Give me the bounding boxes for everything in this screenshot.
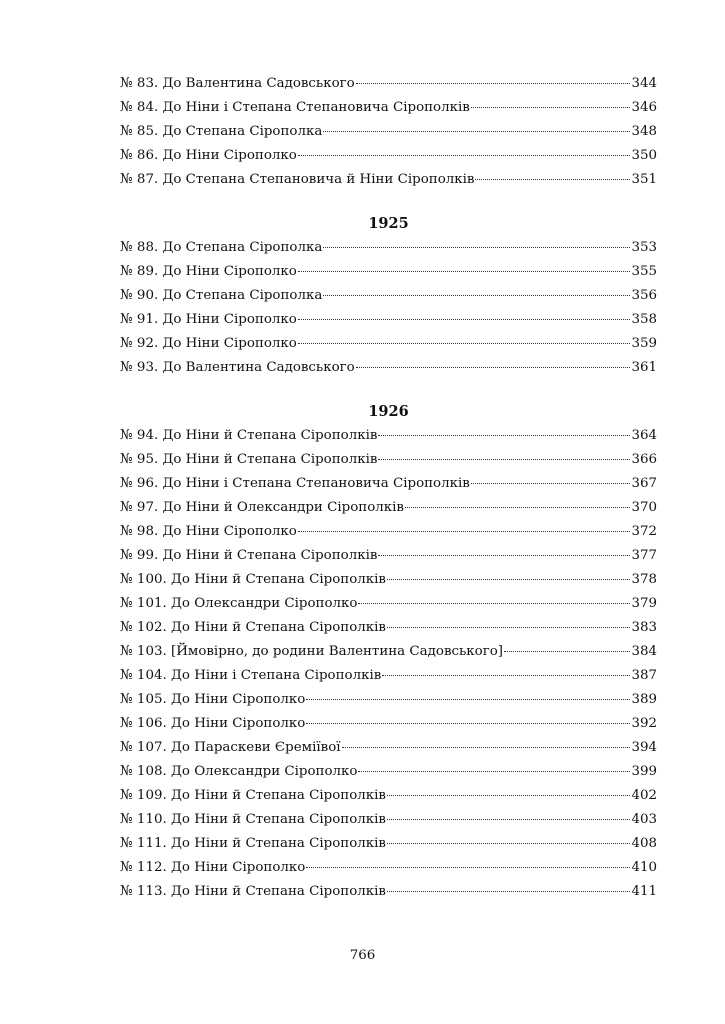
dot-leader bbox=[358, 603, 630, 604]
toc-entry-title: № 92. До Ніни Сірополко bbox=[120, 336, 297, 351]
dot-leader bbox=[306, 723, 630, 724]
dot-leader bbox=[356, 367, 631, 368]
dot-leader bbox=[356, 83, 631, 84]
toc-entry-page: 387 bbox=[631, 668, 657, 683]
dot-leader bbox=[298, 319, 631, 320]
toc-entry bbox=[120, 96, 657, 120]
toc-entry-page: 351 bbox=[631, 172, 657, 187]
toc-entry-title: № 87. До Степана Степановича й Ніни Сірополків bbox=[120, 172, 475, 187]
toc-entry-page: 344 bbox=[631, 76, 657, 91]
year-heading: 1925 bbox=[368, 215, 409, 232]
dot-leader bbox=[358, 771, 630, 772]
toc-entry bbox=[120, 72, 657, 96]
toc-entry bbox=[120, 640, 657, 664]
toc-section-1926 bbox=[120, 400, 657, 904]
toc-entry bbox=[120, 308, 657, 332]
toc-entry-title: № 108. До Олександри Сірополко bbox=[120, 764, 358, 779]
toc-entry-title: № 113. До Ніни й Степана Сірополків bbox=[120, 884, 386, 899]
dot-leader bbox=[471, 107, 631, 108]
toc-entry-page: 403 bbox=[631, 812, 657, 827]
toc-entry-page: 379 bbox=[631, 596, 657, 611]
toc-entry bbox=[120, 880, 657, 904]
toc-entry-page: 389 bbox=[631, 692, 657, 707]
toc-entry-page: 364 bbox=[631, 428, 657, 443]
toc-entry-title: № 100. До Ніни й Степана Сірополків bbox=[120, 572, 386, 587]
dot-leader bbox=[323, 131, 630, 132]
toc-section-1925 bbox=[120, 212, 657, 380]
dot-leader bbox=[387, 579, 630, 580]
toc-entry-page: 411 bbox=[631, 884, 657, 899]
toc-entry-page: 384 bbox=[631, 644, 657, 659]
toc-entry-title: № 104. До Ніни і Степана Сірополків bbox=[120, 668, 382, 683]
toc-entry bbox=[120, 760, 657, 784]
toc-entry bbox=[120, 168, 657, 192]
toc-entry bbox=[120, 616, 657, 640]
toc-entry-title: № 97. До Ніни й Олександри Сірополків bbox=[120, 500, 404, 515]
dot-leader bbox=[298, 343, 631, 344]
toc-entry-page: 346 bbox=[631, 100, 657, 115]
toc-entry bbox=[120, 332, 657, 356]
toc-entry bbox=[120, 856, 657, 880]
toc-entry bbox=[120, 356, 657, 380]
toc-entry-title: № 112. До Ніни Сірополко bbox=[120, 860, 306, 875]
toc-entry-title: № 90. До Степана Сірополка bbox=[120, 288, 323, 303]
toc-entry-title: № 101. До Олександри Сірополко bbox=[120, 596, 358, 611]
toc-entry-title: № 106. До Ніни Сірополко bbox=[120, 716, 306, 731]
toc-entry bbox=[120, 712, 657, 736]
toc-entry-title: № 105. До Ніни Сірополко bbox=[120, 692, 306, 707]
dot-leader bbox=[475, 179, 630, 180]
page-number: 766 bbox=[349, 948, 376, 963]
dot-leader bbox=[471, 483, 631, 484]
dot-leader bbox=[378, 555, 630, 556]
toc-entry-page: 356 bbox=[631, 288, 657, 303]
toc-entry bbox=[120, 568, 657, 592]
toc-entry-title: № 102. До Ніни й Степана Сірополків bbox=[120, 620, 386, 635]
dot-leader bbox=[298, 271, 631, 272]
toc-entry bbox=[120, 236, 657, 260]
toc-entry-title: № 99. До Ніни й Степана Сірополків bbox=[120, 548, 378, 563]
toc-entry bbox=[120, 120, 657, 144]
toc-entry-title: № 93. До Валентина Садовського bbox=[120, 360, 355, 375]
toc-entry-title: № 84. До Ніни і Степана Степановича Сірополків bbox=[120, 100, 470, 115]
toc-entry-title: № 110. До Ніни й Степана Сірополків bbox=[120, 812, 386, 827]
toc-entry-page: 367 bbox=[631, 476, 657, 491]
dot-leader bbox=[306, 867, 630, 868]
toc-entry-page: 355 bbox=[631, 264, 657, 279]
toc-entry-title: № 103. [Ймовірно, до родини Валентина Садовського] bbox=[120, 644, 504, 659]
year-heading: 1926 bbox=[368, 403, 409, 420]
toc-entry-page: 366 bbox=[631, 452, 657, 467]
toc-entry bbox=[120, 472, 657, 496]
toc-entry bbox=[120, 664, 657, 688]
toc-entry bbox=[120, 260, 657, 284]
toc-entry-page: 348 bbox=[631, 124, 657, 139]
toc-entry-title: № 85. До Степана Сірополка bbox=[120, 124, 323, 139]
toc-entry-page: 394 bbox=[631, 740, 657, 755]
dot-leader bbox=[298, 531, 631, 532]
toc-entry-page: 392 bbox=[631, 716, 657, 731]
dot-leader bbox=[387, 843, 630, 844]
toc-entry-title: № 109. До Ніни й Степана Сірополків bbox=[120, 788, 386, 803]
toc-entry bbox=[120, 592, 657, 616]
toc-entry-page: 377 bbox=[631, 548, 657, 563]
toc-entry bbox=[120, 544, 657, 568]
toc-entry bbox=[120, 520, 657, 544]
toc-entry bbox=[120, 784, 657, 808]
dot-leader bbox=[323, 295, 630, 296]
toc-entry-page: 361 bbox=[631, 360, 657, 375]
toc-entry bbox=[120, 832, 657, 856]
toc-entry-title: № 107. До Параскеви Єреміївої bbox=[120, 740, 341, 755]
dot-leader bbox=[306, 699, 630, 700]
toc-entry-page: 353 bbox=[631, 240, 657, 255]
table-of-contents bbox=[120, 72, 657, 904]
toc-entry-page: 370 bbox=[631, 500, 657, 515]
toc-entry-page: 402 bbox=[631, 788, 657, 803]
dot-leader bbox=[387, 819, 630, 820]
toc-entry-page: 372 bbox=[631, 524, 657, 539]
toc-entry-page: 358 bbox=[631, 312, 657, 327]
toc-entry-page: 399 bbox=[631, 764, 657, 779]
toc-entry-title: № 83. До Валентина Садовського bbox=[120, 76, 355, 91]
dot-leader bbox=[387, 627, 630, 628]
toc-entry-page: 410 bbox=[631, 860, 657, 875]
toc-entry-title: № 89. До Ніни Сірополко bbox=[120, 264, 297, 279]
toc-entry bbox=[120, 496, 657, 520]
toc-entry-page: 408 bbox=[631, 836, 657, 851]
toc-entry bbox=[120, 448, 657, 472]
dot-leader bbox=[323, 247, 630, 248]
dot-leader bbox=[405, 507, 630, 508]
toc-entry bbox=[120, 736, 657, 760]
toc-entry bbox=[120, 424, 657, 448]
dot-leader bbox=[342, 747, 631, 748]
dot-leader bbox=[382, 675, 630, 676]
toc-entry-title: № 94. До Ніни й Степана Сірополків bbox=[120, 428, 378, 443]
dot-leader bbox=[504, 651, 630, 652]
toc-entry-title: № 98. До Ніни Сірополко bbox=[120, 524, 297, 539]
toc-section bbox=[120, 72, 657, 192]
toc-entry-page: 350 bbox=[631, 148, 657, 163]
toc-entry-title: № 88. До Степана Сірополка bbox=[120, 240, 323, 255]
toc-entry-page: 359 bbox=[631, 336, 657, 351]
toc-entry-title: № 111. До Ніни й Степана Сірополків bbox=[120, 836, 386, 851]
toc-entry-title: № 86. До Ніни Сірополко bbox=[120, 148, 297, 163]
dot-leader bbox=[378, 435, 630, 436]
toc-entry-page: 378 bbox=[631, 572, 657, 587]
toc-entry-title: № 95. До Ніни й Степана Сірополків bbox=[120, 452, 378, 467]
toc-entry bbox=[120, 144, 657, 168]
toc-entry bbox=[120, 688, 657, 712]
dot-leader bbox=[387, 891, 630, 892]
toc-entry-title: № 91. До Ніни Сірополко bbox=[120, 312, 297, 327]
dot-leader bbox=[298, 155, 631, 156]
toc-entry bbox=[120, 284, 657, 308]
dot-leader bbox=[378, 459, 630, 460]
toc-entry-page: 383 bbox=[631, 620, 657, 635]
dot-leader bbox=[387, 795, 630, 796]
toc-entry bbox=[120, 808, 657, 832]
toc-entry-title: № 96. До Ніни і Степана Степановича Сірополків bbox=[120, 476, 470, 491]
